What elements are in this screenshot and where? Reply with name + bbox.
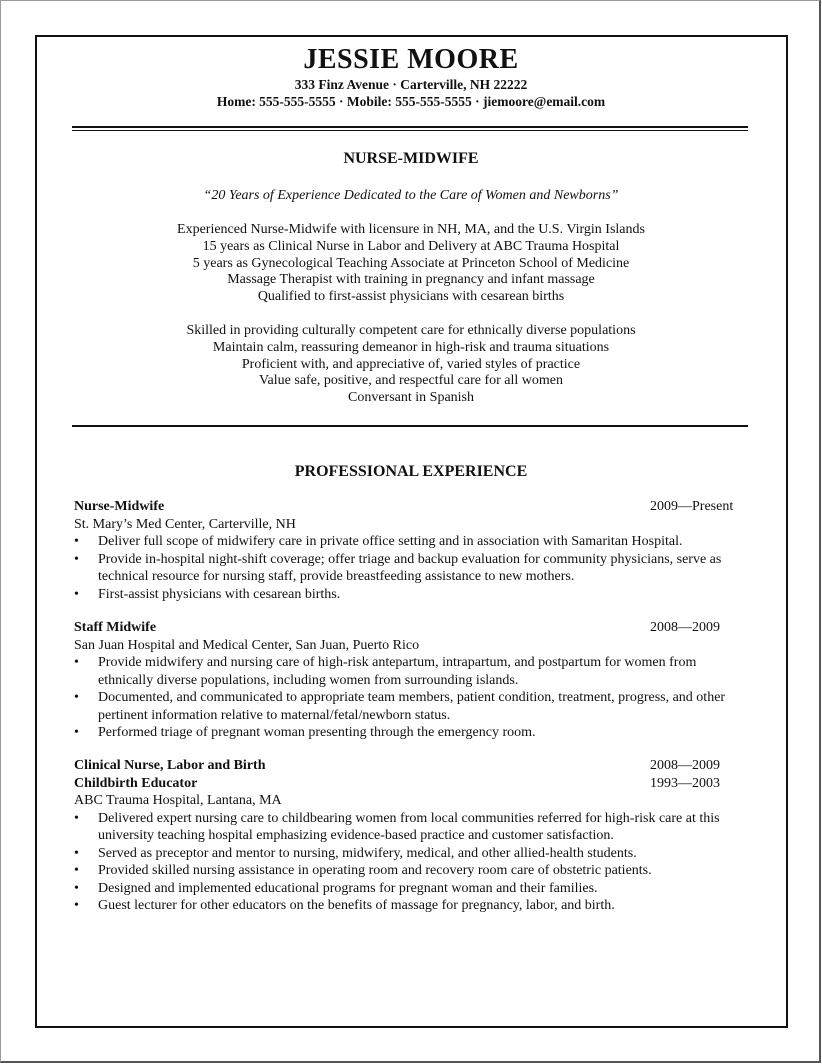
job-entry xyxy=(74,619,738,742)
bullet-text: First-assist physicians with cesarean births. xyxy=(98,586,341,602)
contact-line: Home: 555-555-5555 · Mobile: 555-555-5555 · jiemoore@email.com xyxy=(216,94,606,109)
list-item xyxy=(74,551,738,586)
address-line: 333 Finz Avenue · Carterville, NH 22222 xyxy=(294,77,528,92)
list-item xyxy=(74,897,738,915)
job-entry xyxy=(74,757,738,915)
bullet-text: Documented, and communicated to appropriate team members, patient condition, treatment, progress, and other pertinent information relative to maternal/fetal/newborn status. xyxy=(98,690,726,723)
profile-title: NURSE-MIDWIFE xyxy=(343,150,479,167)
candidate-name: JESSIE MOORE xyxy=(303,44,519,75)
job-title: Clinical Nurse, Labor and Birth xyxy=(74,758,266,773)
list-item xyxy=(74,533,738,551)
job-dates: 2009—Present xyxy=(650,499,734,514)
job-entry xyxy=(74,498,738,603)
header-divider-bottom xyxy=(72,130,748,131)
bullet-icon: • xyxy=(74,690,79,705)
bullet-icon: • xyxy=(74,810,79,826)
job-dates: 2008—2009 xyxy=(650,758,720,773)
list-item xyxy=(74,724,738,742)
profile-tagline: “20 Years of Experience Dedicated to the Care of Women and Newborns” xyxy=(203,188,619,203)
list-item xyxy=(74,654,738,689)
bullet-text: Delivered expert nursing care to childbearing women from local communities referred for high-risk care at this university teaching hospital emphasizing evidence-based practice and customer satisfaction. xyxy=(98,810,720,843)
bullet-text: Provided skilled nursing assistance in operating room and recovery room care of obstetric patients. xyxy=(98,863,652,878)
highlights-group-2 xyxy=(0,323,822,407)
job-title: Nurse-Midwife xyxy=(74,499,165,514)
highlight-line: Experienced Nurse-Midwife with licensure in NH, MA, and the U.S. Virgin Islands xyxy=(177,222,645,237)
bullet-icon: • xyxy=(74,551,79,567)
header-divider-top xyxy=(72,126,748,128)
highlight-line: Conversant in Spanish xyxy=(348,390,474,406)
bullet-icon: • xyxy=(74,586,79,602)
highlight-line: Skilled in providing culturally competent care for ethnically diverse populations xyxy=(186,323,636,338)
bullet-icon: • xyxy=(74,655,79,670)
highlight-line: 15 years as Clinical Nurse in Labor and Delivery at ABC Trauma Hospital xyxy=(202,238,620,254)
job-dates: 2008—2009 xyxy=(650,620,720,635)
bullet-text: Guest lecturer for other educators on the benefits of massage for pregnancy, labor, and birth. xyxy=(98,898,615,913)
list-item xyxy=(74,845,738,863)
experience-title: PROFESSIONAL EXPERIENCE xyxy=(294,463,528,480)
bullet-icon: • xyxy=(74,880,79,896)
bullet-text: Deliver full scope of midwifery care in private office setting and in association with Samaritan Hospital. xyxy=(98,534,683,549)
highlight-line: Massage Therapist with training in pregnancy and infant massage xyxy=(227,272,595,288)
job-employer: St. Mary’s Med Center, Carterville, NH xyxy=(74,516,296,532)
list-item xyxy=(74,810,738,845)
highlight-line: Proficient with, and appreciative of, varied styles of practice xyxy=(241,356,581,372)
section-divider xyxy=(72,425,748,427)
job-bullets xyxy=(74,654,738,742)
bullet-text: Provide in-hospital night-shift coverage; offer triage and backup evaluation for community physicians, serve as technical resource for nursing staff, provide breastfeeding assistance to new mothers. xyxy=(98,551,722,584)
bullet-text: Provide midwifery and nursing care of high-risk antepartum, intrapartum, and postpartum for women from ethnically diverse populations, including women from surrounding islands. xyxy=(98,655,697,688)
job-title-secondary: Childbirth Educator xyxy=(74,775,198,791)
bullet-icon: • xyxy=(74,898,79,913)
bullet-text: Served as preceptor and mentor to nursing, midwifery, medical, and other allied-health students. xyxy=(98,845,637,861)
bullet-icon: • xyxy=(74,863,79,878)
bullet-icon: • xyxy=(74,534,79,549)
highlight-line: Value safe, positive, and respectful care for all women xyxy=(259,373,563,389)
job-employer: San Juan Hospital and Medical Center, San Juan, Puerto Rico xyxy=(74,637,420,653)
highlight-line: Qualified to first-assist physicians with cesarean births xyxy=(257,289,565,305)
highlight-line: 5 years as Gynecological Teaching Associate at Princeton School of Medicine xyxy=(192,255,630,271)
job-bullets xyxy=(74,533,738,603)
bullet-icon: • xyxy=(74,845,79,861)
job-title: Staff Midwife xyxy=(74,620,157,635)
list-item xyxy=(74,880,738,898)
job-employer: ABC Trauma Hospital, Lantana, MA xyxy=(74,793,282,808)
highlight-line: Maintain calm, reassuring demeanor in high-risk and trauma situations xyxy=(212,339,610,355)
list-item xyxy=(74,862,738,880)
job-dates-secondary: 1993—2003 xyxy=(650,775,720,791)
bullet-text: Performed triage of pregnant woman presenting through the emergency room. xyxy=(98,725,536,740)
job-bullets xyxy=(74,810,738,915)
highlights-group-1 xyxy=(0,222,822,306)
bullet-text: Designed and implemented educational programs for pregnant woman and their families. xyxy=(98,880,598,896)
bullet-icon: • xyxy=(74,725,79,740)
list-item xyxy=(74,689,738,724)
list-item xyxy=(74,586,738,604)
